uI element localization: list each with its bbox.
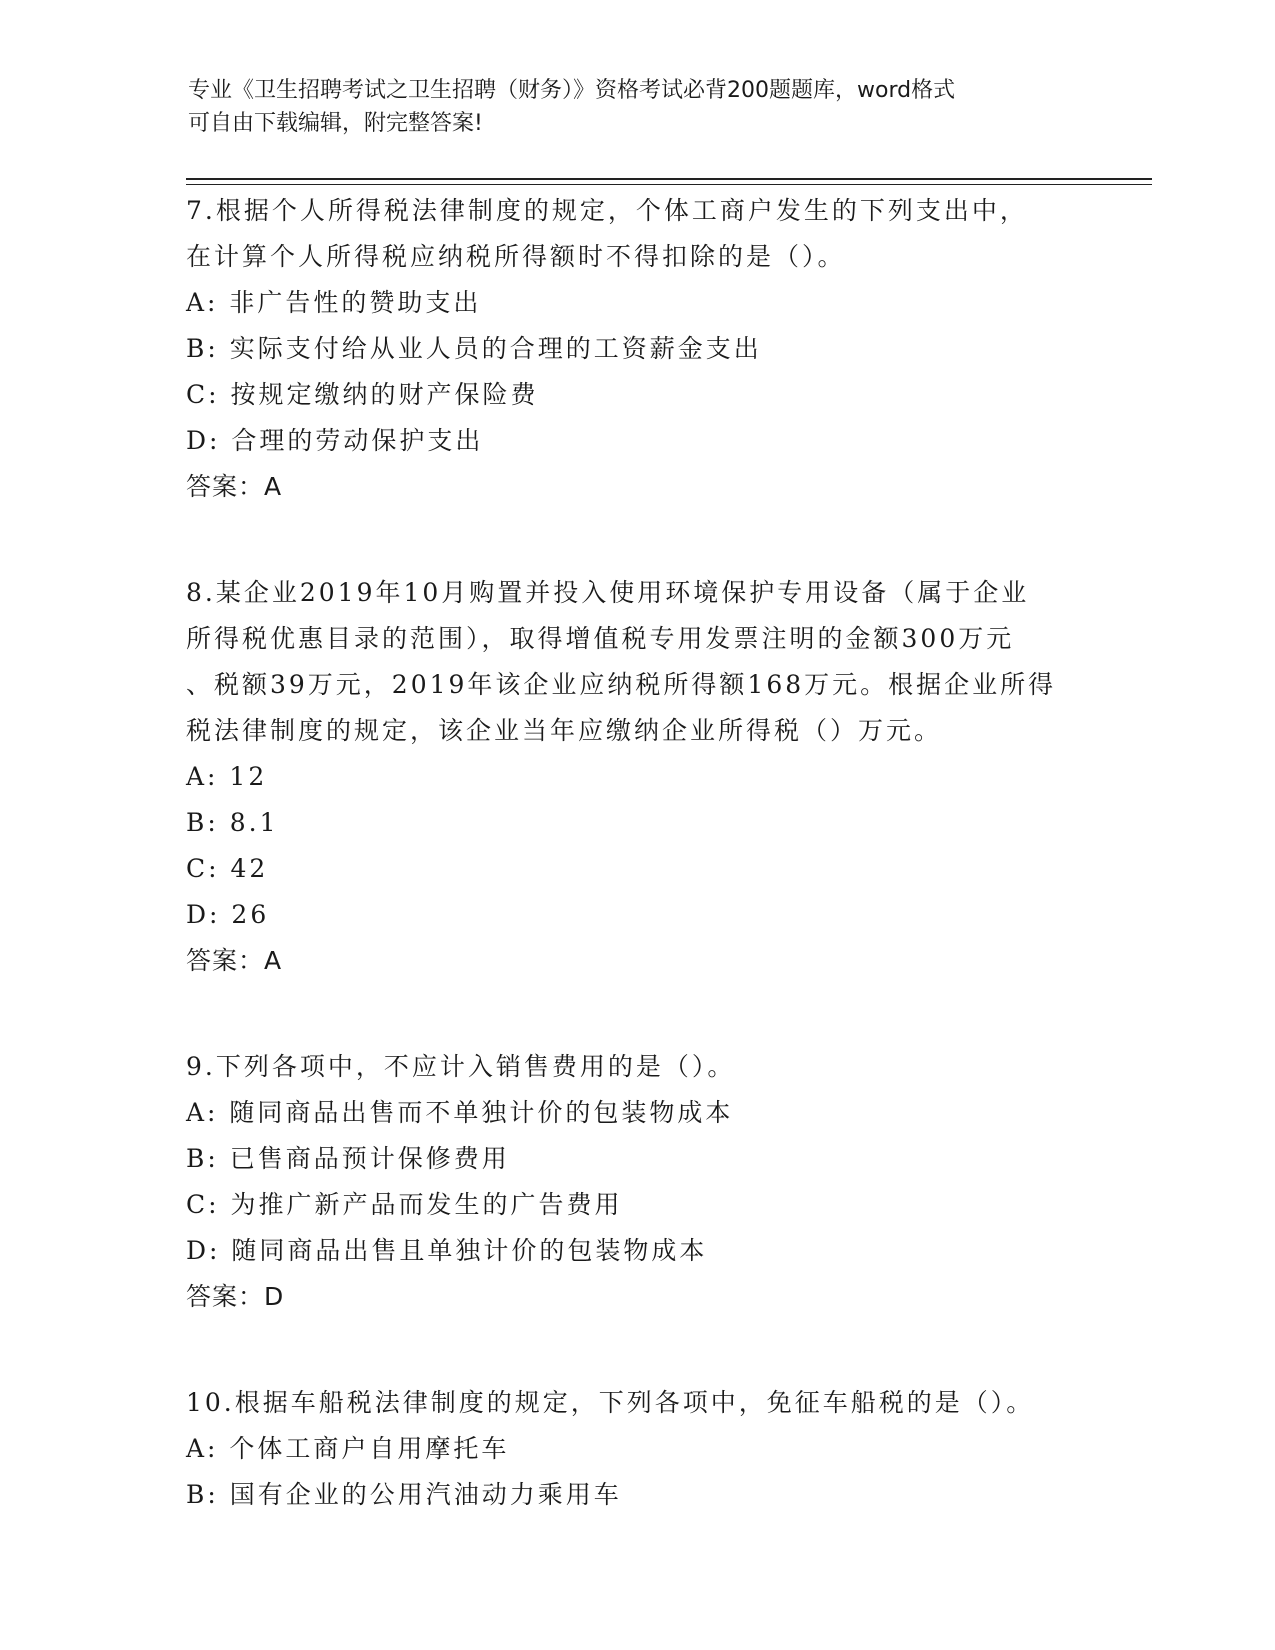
option-d: D: 随同商品出售且单独计价的包装物成本 [186, 1236, 708, 1265]
option-b: B: 实际支付给从业人员的合理的工资薪金支出 [186, 334, 762, 363]
answer: 答案：A [186, 472, 283, 501]
option-a: A: 12 [186, 762, 268, 791]
option-c: C: 为推广新产品而发生的广告费用 [186, 1190, 623, 1219]
question-stem-line: 所得税优惠目录的范围），取得增值税专用发票注明的金额300万元 [186, 624, 1015, 653]
question-stem-line: 在计算个人所得税应纳税所得额时不得扣除的是（）。 [186, 242, 846, 271]
question-stem-line: 、税额39万元，2019年该企业应纳税所得额168万元。根据企业所得 [186, 670, 1057, 699]
question-stem-line: 税法律制度的规定，该企业当年应缴纳企业所得税（）万元。 [186, 716, 943, 745]
header-line-1: 专业《卫生招聘考试之卫生招聘（财务）》资格考试必背200题题库，word格式 [188, 78, 956, 103]
header-line-2: 可自由下载编辑，附完整答案! [188, 111, 483, 136]
option-d: D: 合理的劳动保护支出 [186, 426, 484, 455]
question-stem-line: 7.根据个人所得税法律制度的规定，个体工商户发生的下列支出中， [186, 196, 1028, 225]
option-d: D: 26 [186, 900, 270, 929]
question-list [186, 188, 1086, 1578]
answer: 答案：A [186, 946, 283, 975]
header-divider-thick [186, 178, 1152, 180]
answer: 答案：D [186, 1282, 285, 1311]
option-b: B: 8.1 [186, 808, 279, 837]
option-c: C: 42 [186, 854, 269, 883]
question-9 [186, 1044, 1086, 1320]
question-7 [186, 188, 1086, 510]
question-stem-line: 8.某企业2019年10月购置并投入使用环境保护专用设备（属于企业 [186, 578, 1030, 607]
option-c: C: 按规定缴纳的财产保险费 [186, 380, 539, 409]
question-stem-line: 10.根据车船税法律制度的规定，下列各项中，免征车船税的是（）。 [186, 1388, 1035, 1417]
option-a: A: 个体工商户自用摩托车 [186, 1434, 510, 1463]
question-10 [186, 1380, 1086, 1518]
option-a: A: 非广告性的赞助支出 [186, 288, 482, 317]
option-a: A: 随同商品出售而不单独计价的包装物成本 [186, 1098, 734, 1127]
question-8 [186, 570, 1086, 984]
header-divider-thin [186, 184, 1152, 185]
document-header [188, 74, 1088, 140]
question-stem-line: 9.下列各项中，不应计入销售费用的是（）。 [186, 1052, 736, 1081]
option-b: B: 已售商品预计保修费用 [186, 1144, 510, 1173]
option-b: B: 国有企业的公用汽油动力乘用车 [186, 1480, 622, 1509]
